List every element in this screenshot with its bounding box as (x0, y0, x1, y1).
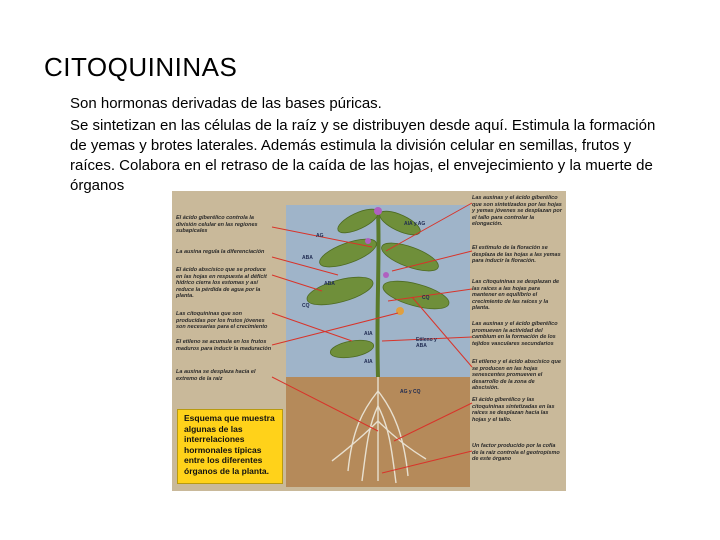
slide-body (70, 94, 670, 198)
paragraph-1: Son hormonas derivadas de las bases púricas. (70, 95, 382, 112)
hormone-diagram (172, 191, 566, 491)
right-label-1: Las auxinas y el ácido giberélico que son sintetizados por las hojas y yemas jóvenes se desplazan por el tallo para controlar la elongación. (472, 195, 562, 227)
tag-aia-ag: AIA y AG (404, 221, 426, 227)
right-label-2: El estímulo de la floración se desplaza de las hojas a las yemas para inducir la floración. (472, 245, 561, 264)
left-label-3: El ácido abscísico que se produce en las hojas en respuesta al déficit hídrico cierra los estomas y así reduce la pérdida de agua por la planta. (176, 267, 267, 299)
tag-aia-2: AIA (364, 359, 373, 365)
diagram-caption: Esquema que muestra algunas de las interrelaciones hormonales típicas entre los diferentes órganos de la planta. (177, 409, 283, 484)
paragraph-2: Se sintetizan en las células de la raíz y se distribuyen desde aquí. Estimula la formación de yemas y brotes laterales. Además estimula la división celular en semillas, frutos y raíces. Colabora en el retraso de la caída de las hojas, el envejecimiento y la muerte de órganos (70, 117, 656, 194)
left-label-2: La auxina regula la diferenciación (176, 249, 265, 255)
right-label-4: Las auxinas y el ácido giberélico promueven la actividad del cambium en la formación de los tejidos vasculares secundarios (472, 321, 558, 347)
tag-ag: AG (316, 233, 324, 239)
tag-aba-1: ABA (302, 255, 313, 261)
tag-etileno-aba: Etileno y ABA (416, 337, 437, 349)
tag-ag-cq: AG y CQ (400, 389, 421, 395)
left-label-5: El etileno se acumula en los frutos maduros para inducir la maduración (176, 339, 272, 352)
right-label-5: El etileno y el ácido abscísico que se producen en las hojas senescentes promueven el desarrollo de la zona de abscisión. (472, 359, 561, 391)
right-label-3: Las citoquininas se desplazan de las raíces a las hojas para mantener en equilibrio el crecimiento de las raíces y la planta. (472, 279, 560, 311)
tag-cq-2: CQ (422, 295, 430, 301)
tag-aba-2: ABA (324, 281, 335, 287)
left-label-4: Las citoquininas que son producidas por los frutos jóvenes son necesarias para el crecimiento (176, 311, 268, 330)
tag-cq-1: CQ (302, 303, 310, 309)
left-label-6: La auxina se desplaza hacia el extremo de la raíz (176, 369, 256, 382)
left-label-1: El ácido giberélico controla la división celular en las regiones subapicales (176, 215, 258, 234)
slide-title: CITOQUININAS (44, 52, 238, 82)
right-label-6: El ácido giberélico y las citoquininas sintetizadas en las raíces se desplazan hacia las hojas y el tallo. (472, 397, 555, 423)
right-label-7: Un factor producido por la cofia de la raíz controla el geotropismo de este órgano (472, 443, 560, 462)
plant-stem (377, 211, 378, 377)
tag-aia-1: AIA (364, 331, 373, 337)
